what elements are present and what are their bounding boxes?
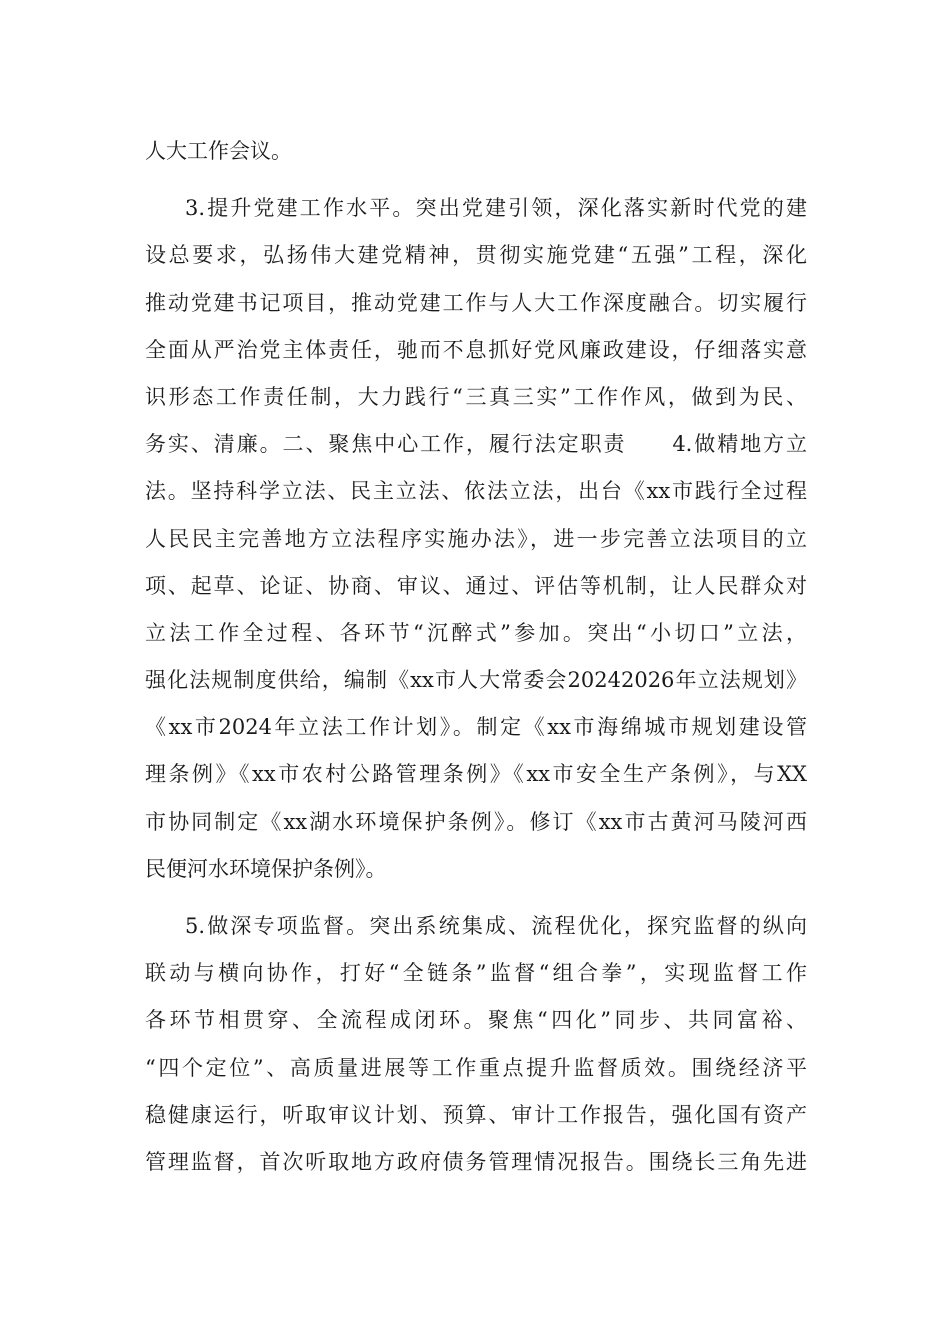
text-line: 市协同制定《xx湖水环境保护条例》。修订《xx市古黄河马陵河西 xyxy=(145,809,807,834)
text-line: 识形态工作责任制，大力践行“三真三实”工作作风，做到为民、 xyxy=(145,384,807,409)
text-line: 强化法规制度供给，编制《xx市人大常委会20242026年立法规划》 xyxy=(145,668,807,693)
text-line: 法。坚持科学立法、民主立法、依法立法，出台《xx市践行全过程 xyxy=(145,479,807,504)
text-line: 人民民主完善地方立法程序实施办法》，进一步完善立法项目的立 xyxy=(145,526,807,551)
text-line: “四个定位”、高质量进展等工作重点提升监督质效。围绕经济平 xyxy=(145,1055,807,1080)
text-line: 《xx市2024年立法工作计划》。制定《xx市海绵城市规划建设管 xyxy=(145,715,807,740)
text-line: 联动与横向协作，打好“全链条”监督“组合拳”，实现监督工作 xyxy=(145,961,807,986)
text-line: 稳健康运行，听取审议计划、预算、审计工作报告，强化国有资产 xyxy=(145,1102,807,1127)
body-text xyxy=(145,128,807,1186)
text-line: 各环节相贯穿、全流程成闭环。聚焦“四化”同步、共同富裕、 xyxy=(145,1008,807,1033)
text-line: 推动党建书记项目，推动党建工作与人大工作深度融合。切实履行 xyxy=(145,290,807,315)
text-line: 全面从严治党主体责任，驰而不息抓好党风廉政建设，仔细落实意 xyxy=(145,337,807,362)
text-line: 5.做深专项监督。突出系统集成、流程优化，探究监督的纵向 xyxy=(185,914,807,938)
text-line: 务实、清廉。二、聚焦中心工作，履行法定职责 4.做精地方立 xyxy=(145,432,807,457)
text-line: 民便河水环境保护条例》。 xyxy=(145,856,387,881)
text-line: 管理监督，首次听取地方政府债务管理情况报告。围绕长三角先进 xyxy=(145,1149,807,1174)
text-line: 立法工作全过程、各环节“沉醉式”参加。突出“小切口”立法， xyxy=(145,620,807,645)
text-line: 项、起草、论证、协商、审议、通过、评估等机制，让人民群众对 xyxy=(145,573,807,598)
text-line: 设总要求，弘扬伟大建党精神，贯彻实施党建“五强”工程，深化 xyxy=(145,243,807,268)
text-line: 人大工作会议。 xyxy=(145,139,292,163)
text-line: 3.提升党建工作水平。突出党建引领，深化落实新时代党的建 xyxy=(185,196,807,221)
text-line: 理条例》《xx市农村公路管理条例》《xx市安全生产条例》，与XX xyxy=(145,762,807,787)
